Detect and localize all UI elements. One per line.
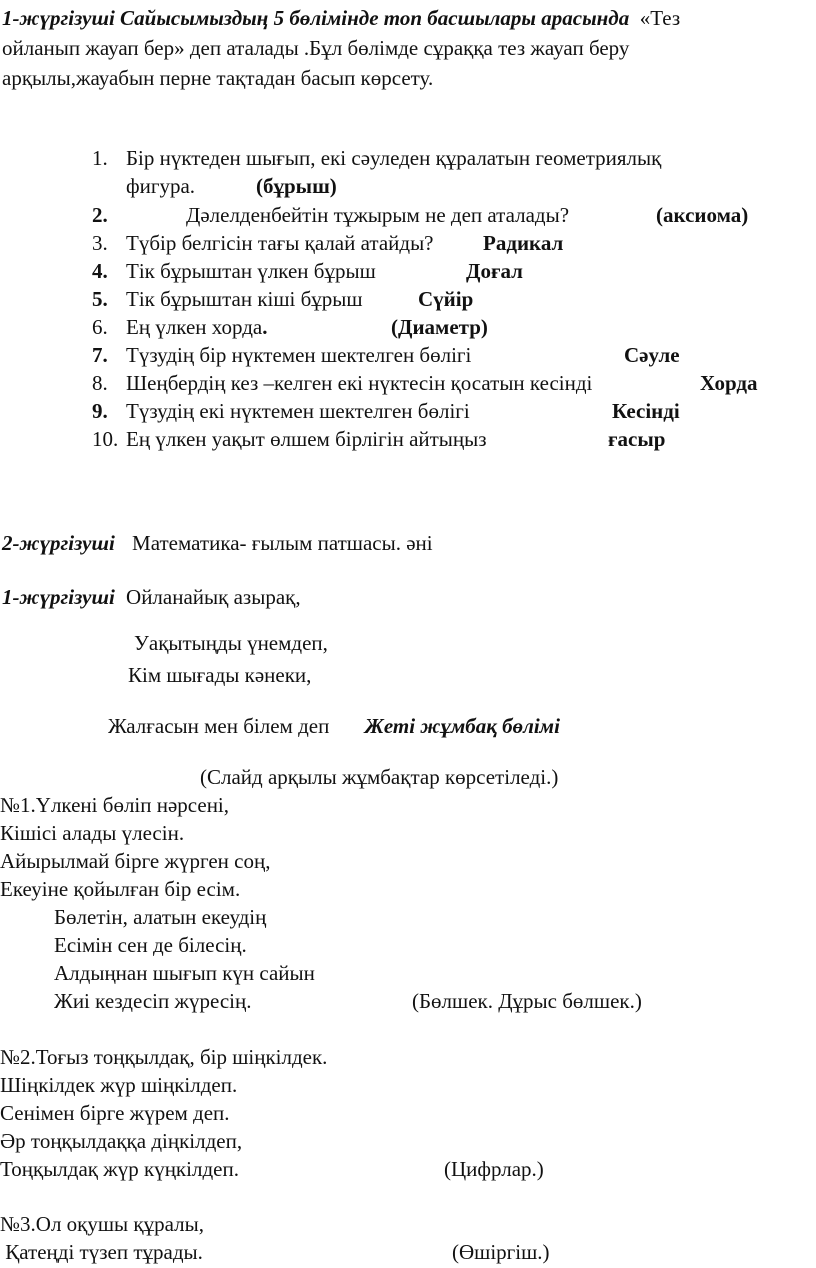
question-text-cont: фигура. — [126, 174, 196, 198]
riddle-line: Айырылмай бірге жүрген соң, — [0, 849, 271, 873]
riddle-line: Сенімен бірге жүрем деп. — [0, 1101, 230, 1125]
riddle-line: Екеуіне қойылған бір есім. — [0, 877, 241, 901]
riddle-answer: (Өшіргіш.) — [452, 1240, 550, 1264]
host2-line — [2, 531, 433, 556]
question-number: 3. — [92, 231, 108, 255]
riddle-line: Тоңқылдақ жүр күңкілдеп. — [0, 1157, 239, 1181]
question-text: Түзудің екі нүктемен шектелген бөлігі — [126, 399, 470, 423]
riddle-line: №3.Ол оқушы құралы, — [0, 1212, 204, 1236]
riddle-line: Қатеңді түзеп тұрады. — [0, 1240, 203, 1264]
verse-line: Кім шығады кәнеки, — [128, 663, 312, 687]
riddle-line: Жиі кездесіп жүресің. — [54, 989, 252, 1013]
riddle-answer: (Бөлшек. Дұрыс бөлшек.) — [412, 989, 642, 1013]
question-answer: Сәуле — [624, 343, 680, 367]
intro-line-2: ойланып жауап бер» деп аталады .Бұл бөлімде сұраққа тез жауап беру — [2, 36, 630, 60]
question-text: Тік бұрыштан үлкен бұрыш — [126, 259, 376, 283]
question-number: 9. — [92, 399, 108, 423]
question-text: Шеңбердің кез –келген екі нүктесін қосатын кесінді — [126, 371, 593, 395]
host1-text: Ойланайық азырақ, — [126, 585, 301, 609]
riddle-line: Алдыңнан шығып күн сайын — [54, 961, 315, 985]
question-answer: Кесінді — [612, 399, 680, 423]
question-number: 6. — [92, 315, 108, 339]
question-answer: Доғал — [466, 259, 523, 283]
question-answer: ғасыр — [608, 427, 666, 451]
question-text: Бір нүктеден шығып, екі сәуледен құралатын геометриялық — [126, 146, 662, 170]
host1-label: 1-жүргізуші — [2, 585, 115, 609]
question-number: 7. — [92, 343, 108, 367]
riddle-line: Шіңкілдек жүр шіңкілдеп. — [0, 1073, 238, 1097]
verse-line: Уақытыңды үнемдеп, — [134, 631, 328, 655]
question-text: Түбір белгісін тағы қалай атайды? — [126, 231, 434, 255]
verse-line-with-title — [108, 714, 560, 739]
question-number: 5. — [92, 287, 108, 311]
question-answer: Хорда — [700, 371, 758, 395]
question-number: 4. — [92, 259, 108, 283]
intro-line-3: арқылы,жауабын перне тақтадан басып көрсету. — [2, 66, 434, 90]
host2-label: 2-жүргізуші — [2, 531, 115, 555]
riddle-answer: (Цифрлар.) — [444, 1157, 544, 1181]
question-number: 8. — [92, 371, 108, 395]
riddle-line: №2.Тоғыз тоңқылдақ, бір шіңкілдек. — [0, 1045, 328, 1069]
question-text: Дәлелденбейтін тұжырым не деп аталады? — [186, 203, 570, 227]
verse-line: Жалғасын мен білем деп — [108, 714, 330, 738]
question-answer: Сүйір — [418, 287, 474, 311]
question-number: 10. — [92, 427, 119, 451]
question-answer: (Диаметр) — [391, 315, 488, 339]
question-text: Ең үлкен хорда. — [126, 315, 268, 339]
question-text: Ең үлкен уақыт өлшем бірлігін айтыңыз — [126, 427, 487, 451]
question-number: 2. — [92, 203, 108, 227]
question-number: 1. — [92, 146, 108, 170]
intro-heading-rest: «Тез — [639, 6, 681, 30]
question-answer: (аксиома) — [656, 203, 749, 227]
slide-note: (Слайд арқылы жұмбақтар көрсетіледі.) — [200, 765, 559, 789]
question-answer: Радикал — [483, 231, 564, 255]
question-text: Тік бұрыштан кіші бұрыш — [126, 287, 363, 311]
riddle-line: Әр тоңқылдаққа дiңкiлдеп, — [0, 1129, 243, 1153]
intro-heading-bold: 1-жүргізуші Сайысымыздың 5 бөлімінде топ басшылары арасында — [2, 6, 630, 30]
riddle-line: Бөлетін, алатын екеудің — [54, 905, 267, 929]
question-answer: (бұрыш) — [256, 174, 337, 198]
riddle-line: №1.Үлкені бөліп нәрсені, — [0, 793, 230, 817]
host2-text: Математика- ғылым патшасы. әні — [132, 531, 433, 555]
question-text: Түзудің бір нүктемен шектелген бөлігі — [126, 343, 472, 367]
riddle-line: Кішісі алады үлесін. — [0, 821, 185, 845]
part-title: Жеті жұмбақ бөлімі — [364, 714, 560, 738]
host1-line — [2, 585, 301, 610]
riddle-line: Есімін сен де білесің. — [54, 933, 247, 957]
intro-line-1 — [2, 6, 680, 31]
